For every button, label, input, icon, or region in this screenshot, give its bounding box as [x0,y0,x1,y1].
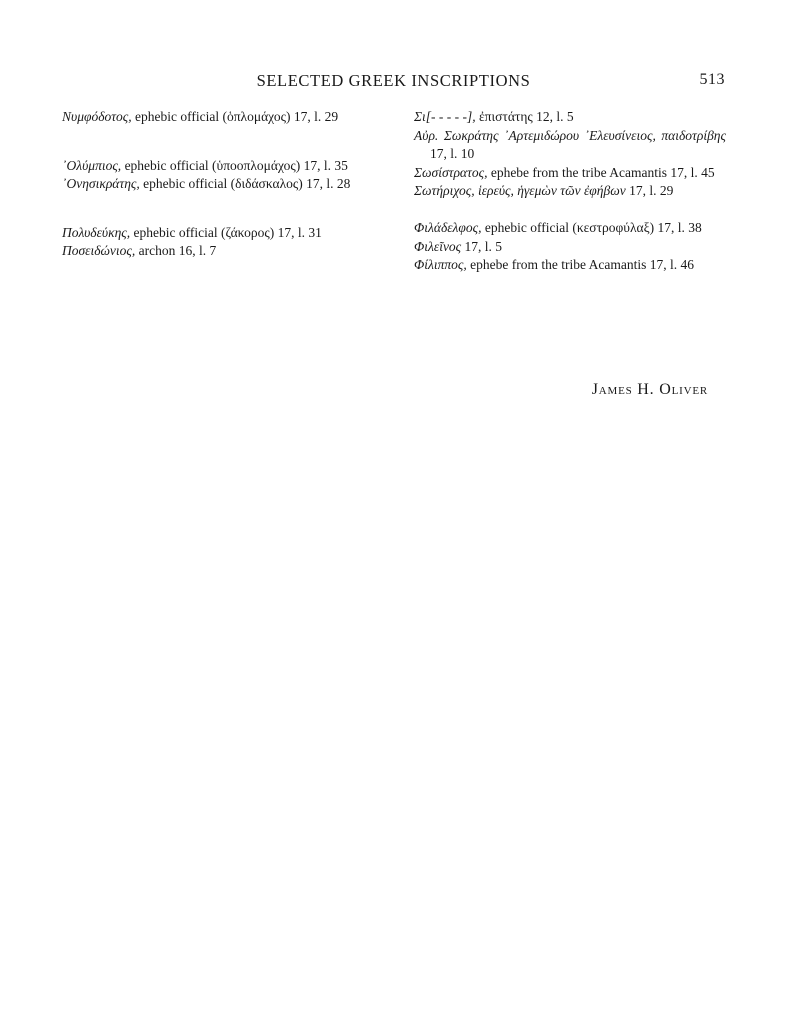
index-entry: Φιλεῖνος 17, l. 5 [414,238,503,254]
index-entry: Φιλάδελφος, ephebic official (κεστροφύλαξ) 17, l. 38 [414,219,702,235]
page-number: 513 [699,71,725,88]
index-entry: Σι[- - - - -], ἐπιστάτης 12, l. 5 [414,109,574,124]
running-head: SELECTED GREEK INSCRIPTIONS [256,71,531,90]
author-signature: James H. Oliver [591,381,708,398]
index-entry: Πολυδεύκης, ephebic official (ζάκορος) 17, l. 31 [62,224,322,240]
index-entry: Αὐρ. Σωκράτης ᾿Αρτεμιδώρου ᾿Ελευσίνειος, παιδοτρίβης 17, l. 10 [414,127,726,162]
index-column-left [62,108,375,261]
index-column-right [414,108,726,275]
index-entry: Σωτήριχος, ἱερεύς, ἡγεμὼν τῶν ἐφήβων 17, l. 29 [414,183,674,199]
index-entry: Φίλιππος, ephebe from the tribe Acamantis 17, l. 46 [414,257,694,273]
index-entry: ᾿Ονησικράτης, ephebic official (διδάσκαλος) 17, l. 28 [62,176,351,192]
index-entry: Ποσειδώνιος, archon 16, l. 7 [62,243,217,259]
index-entry: Νυμφόδοτος, ephebic official (ὁπλομάχος) 17, l. 29 [62,109,339,124]
index-entry: ᾿Ολύμπιος, ephebic official (ὑποοπλομάχος) 17, l. 35 [62,157,348,173]
index-entry: Σωσίστρατος, ephebe from the tribe Acamantis 17, l. 45 [414,164,715,180]
page-header [62,71,725,93]
